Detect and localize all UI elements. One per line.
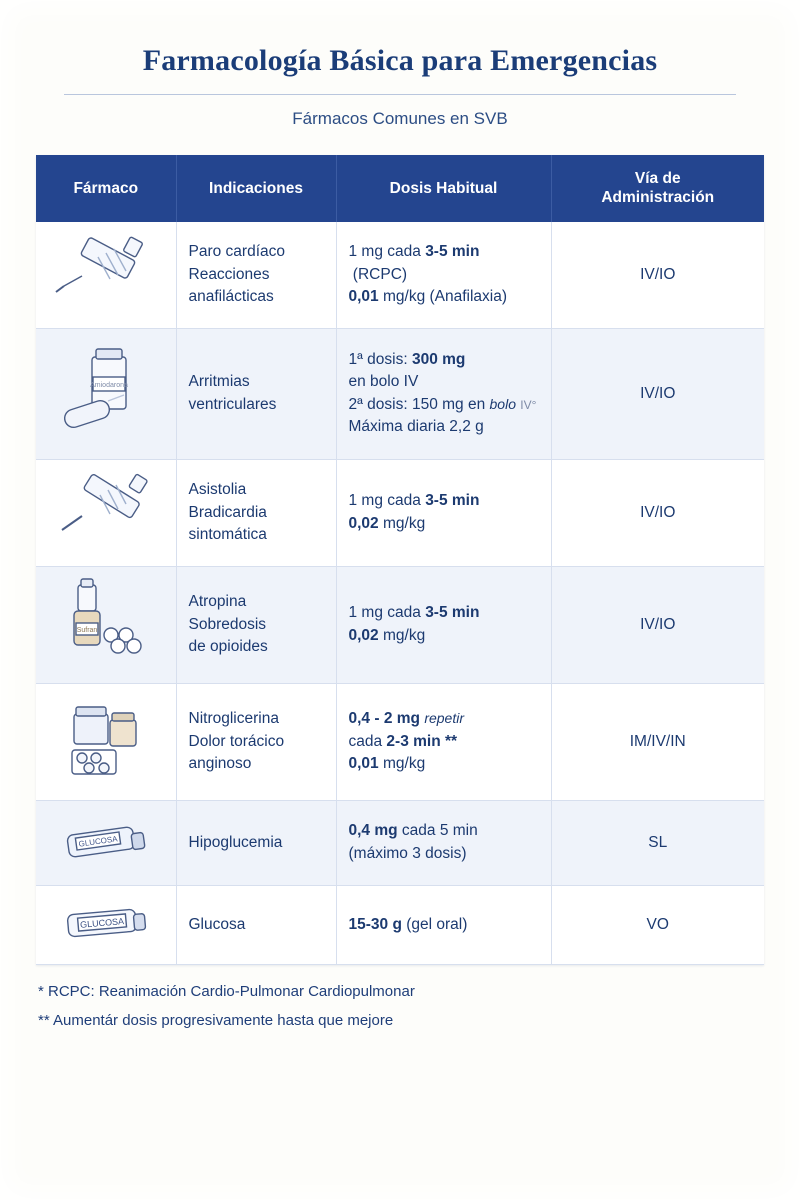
indication-line: Nitroglicerina xyxy=(188,710,279,728)
table-row xyxy=(36,222,764,329)
dose-cell xyxy=(336,328,551,459)
drug-image-cell xyxy=(36,328,176,459)
dose-line: 0,4 mg cada 5 min xyxy=(348,822,478,840)
drug-image-cell xyxy=(36,566,176,683)
dose-line: (máximo 3 dosis) xyxy=(348,844,467,862)
dose-line: 15-30 g (gel oral) xyxy=(348,915,468,933)
table-row xyxy=(36,800,764,885)
route-cell: SL xyxy=(551,800,764,885)
route-cell: IV/IO xyxy=(551,566,764,683)
dose-line: 1 mg cada 3-5 min xyxy=(348,604,480,622)
route-cell: VO xyxy=(551,885,764,964)
indication-line: Dolor torácico xyxy=(188,732,285,750)
route-cell: IV/IO xyxy=(551,222,764,329)
vial-ampoule-icon xyxy=(48,339,166,449)
page-subtitle: Fármacos Comunes en SVB xyxy=(292,109,508,128)
dose-cell xyxy=(336,566,551,683)
footnotes xyxy=(34,983,766,1029)
column-header-route-line1: Vía de xyxy=(634,170,681,187)
drug-reference-table xyxy=(36,155,764,965)
nasal-spray-bottle-icon xyxy=(48,577,166,673)
dose-line: 0,01 mg/kg (Anafilaxia) xyxy=(348,287,508,305)
dose-line: 0,01 mg/kg xyxy=(348,754,426,772)
column-header-route-line2: Administración xyxy=(601,189,715,207)
dose-line: en bolo IV xyxy=(348,373,419,391)
indications-cell xyxy=(176,222,336,329)
footnote-rcpc: * RCPC: Reanimación Cardio-Pulmonar Cardiopulmonar xyxy=(38,982,415,1000)
dose-line: (RCPC) xyxy=(348,265,408,283)
indication-line: Asistolia xyxy=(188,481,247,499)
dose-line: 0,02 mg/kg xyxy=(348,514,426,532)
table-row xyxy=(36,885,764,964)
indication-line: sintomática xyxy=(188,525,267,543)
drug-image-cell xyxy=(36,800,176,885)
dose-cell xyxy=(336,800,551,885)
drug-image-cell xyxy=(36,459,176,566)
dose-line: 0,4 - 2 mg repetir xyxy=(348,710,464,728)
dose-line: 1 mg cada 3-5 min xyxy=(348,492,480,510)
column-header-route xyxy=(551,155,764,222)
drug-image-cell xyxy=(36,683,176,800)
indication-line: Sobredosis xyxy=(188,615,267,633)
dose-cell xyxy=(336,683,551,800)
footnote-dose-increase: ** Aumentár dosis progresivamente hasta que mejore xyxy=(38,1011,394,1029)
pill-jars-icon xyxy=(48,694,166,790)
indication-line: Atropina xyxy=(188,593,247,611)
indication-line: Bradicardia xyxy=(188,503,267,521)
dose-line: 0,02 mg/kg xyxy=(348,626,426,644)
table-header-row xyxy=(36,155,764,222)
column-header-drug: Fármaco xyxy=(36,155,176,222)
syringe-icon xyxy=(48,470,166,556)
dose-cell xyxy=(336,459,551,566)
dose-line: 1ª dosis: 300 mg xyxy=(348,350,466,368)
dose-line: 1 mg cada 3-5 min xyxy=(348,243,480,261)
indication-line: anafilácticas xyxy=(188,287,274,305)
svg-text:Sufran: Sufran xyxy=(76,626,98,634)
route-cell: IM/IV/IN xyxy=(551,683,764,800)
drug-image-cell xyxy=(36,885,176,964)
table-row xyxy=(36,683,764,800)
indication-line: Paro cardíaco xyxy=(188,243,285,261)
indication-line: Hipoglucemia xyxy=(188,833,283,851)
svg-text:GLUCOSA: GLUCOSA xyxy=(78,834,119,849)
drug-image-cell xyxy=(36,222,176,329)
syringe-icon xyxy=(48,232,166,318)
title-divider xyxy=(64,94,736,95)
dose-cell xyxy=(336,885,551,964)
indications-cell xyxy=(176,800,336,885)
document-header xyxy=(0,0,800,129)
indication-line: ventriculares xyxy=(188,395,277,413)
table-row xyxy=(36,566,764,683)
column-header-dose: Dosis Habitual xyxy=(336,155,551,222)
svg-text:Amiodarona: Amiodarona xyxy=(90,381,128,389)
indications-cell xyxy=(176,566,336,683)
page-title: Farmacología Básica para Emergencias xyxy=(142,44,658,77)
table-row xyxy=(36,459,764,566)
svg-text:GLUCOSA: GLUCOSA xyxy=(79,915,125,930)
glucose-gel-tube-icon xyxy=(48,896,166,954)
indications-cell xyxy=(176,683,336,800)
indication-line: Arritmias xyxy=(188,373,250,391)
route-cell: IV/IO xyxy=(551,459,764,566)
column-header-indications: Indicaciones xyxy=(176,155,336,222)
indications-cell xyxy=(176,885,336,964)
indication-line: Reacciones xyxy=(188,265,270,283)
indication-line: anginoso xyxy=(188,754,252,772)
indications-cell xyxy=(176,328,336,459)
indication-line: de opioides xyxy=(188,637,268,655)
dose-line: cada 2-3 min ** xyxy=(348,732,458,750)
indication-line: Glucosa xyxy=(188,915,246,933)
table-row xyxy=(36,328,764,459)
route-cell: IV/IO xyxy=(551,328,764,459)
dose-line: Máxima diaria 2,2 g xyxy=(348,418,484,436)
glucose-gel-tube-icon xyxy=(48,811,166,875)
indications-cell xyxy=(176,459,336,566)
dose-line: 2ª dosis: 150 mg en bolo IV° xyxy=(348,395,537,413)
dose-cell xyxy=(336,222,551,329)
